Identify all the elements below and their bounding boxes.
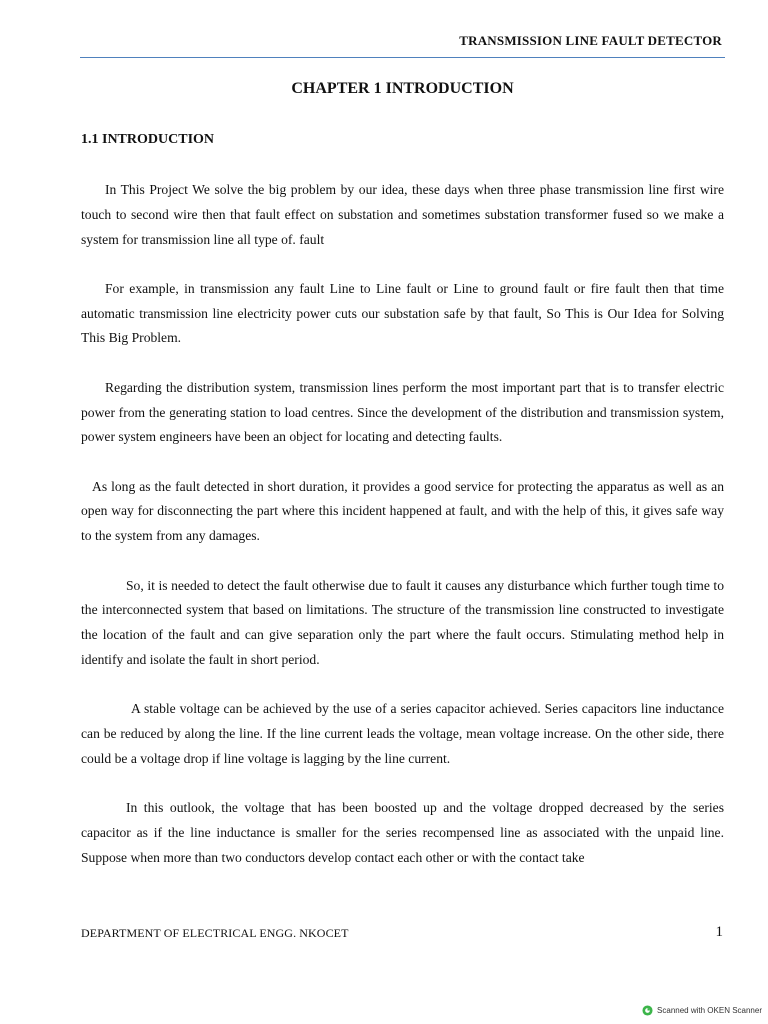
- running-header: TRANSMISSION LINE FAULT DETECTOR: [459, 33, 722, 48]
- paragraph-4: As long as the fault detected in short duration, it provides a good service for protecting the apparatus as well as an open way for disconnecting the part where this incident happened at fault, and with the help of this, it gives safe way to the system from any damages.: [81, 478, 724, 544]
- header-rule: [80, 57, 725, 58]
- section-heading: 1.1 INTRODUCTION: [81, 132, 215, 147]
- chapter-title: CHAPTER 1 INTRODUCTION: [291, 80, 514, 97]
- paragraph-2: For example, in transmission any fault Line to Line fault or Line to ground fault or fire fault then that time automatic transmission line electricity power cuts our substation safe by that fault, So This is Our Idea for Solving This Big Problem.: [81, 280, 724, 346]
- paragraph-1: In This Project We solve the big problem by our idea, these days when three phase transmission line first wire touch to second wire then that fault effect on substation and sometimes substation transformer fused so we make a system for transmission line all type of. fault: [81, 182, 724, 247]
- paragraph-7: In this outlook, the voltage that has been boosted up and the voltage dropped decreased by the series capacitor as if the line inductance is smaller for the series recompensed line as associated with the unpaid line. Suppose when more than two conductors develop contact each other or with the contact take: [81, 800, 724, 865]
- scanner-watermark-text: Scanned with OKEN Scanner: [657, 1006, 762, 1015]
- scanner-watermark: [642, 1005, 762, 1016]
- paragraph-3: Regarding the distribution system, transmission lines perform the most important part that is to transfer electric power from the generating station to load centres. Since the development of the distribution and transmission system, power system engineers have been an object for locating and detecting faults.: [81, 379, 724, 445]
- paragraph-6: A stable voltage can be achieved by the use of a series capacitor achieved. Series capacitors line inductance can be reduced by along the line. If the line current leads the voltage, mean voltage increase. On the other side, there could be a voltage drop if line voltage is lagging by the line current.: [81, 701, 724, 766]
- scanner-logo-icon: [642, 1005, 653, 1016]
- footer-department: DEPARTMENT OF ELECTRICAL ENGG. NKOCET: [81, 926, 349, 940]
- paragraph-5: So, it is needed to detect the fault otherwise due to fault it causes any disturbance which further tough time to the interconnected system that based on limitations. The structure of the transmission line constructed to investigate the location of the fault and can give separation only the part where the fault occurs. Stimulating method help in identify and isolate the fault in short period.: [81, 577, 724, 667]
- page-number: 1: [715, 924, 723, 940]
- body-text: [81, 178, 724, 895]
